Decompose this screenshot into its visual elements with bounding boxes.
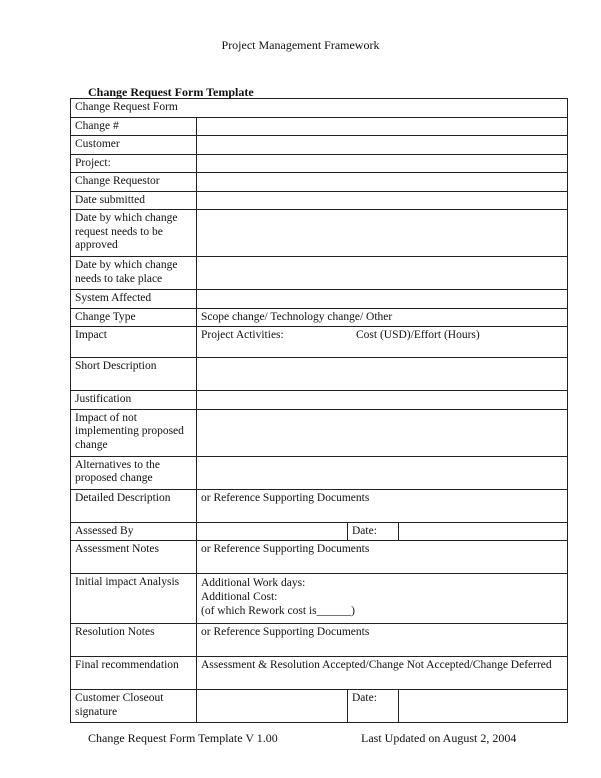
impact-activities-label: Project Activities: — [201, 329, 284, 341]
field-customer[interactable] — [197, 136, 568, 155]
label-justification: Justification — [71, 391, 197, 410]
field-impact-not[interactable] — [197, 409, 568, 456]
change-request-table — [70, 98, 568, 723]
label-alternatives: Alternatives to the proposed change — [71, 456, 197, 489]
rework-cost-label: (of which Rework cost is______) — [201, 605, 355, 617]
field-assessment-notes[interactable]: or Reference Supporting Documents — [197, 541, 568, 574]
field-closeout-date[interactable] — [399, 690, 568, 723]
field-detailed-desc[interactable]: or Reference Supporting Documents — [197, 489, 568, 522]
add-cost-label: Additional Cost: — [201, 591, 278, 603]
label-short-desc: Short Description — [71, 358, 197, 391]
label-customer: Customer — [71, 136, 197, 155]
field-project[interactable] — [197, 154, 568, 173]
field-closeout[interactable] — [197, 690, 348, 723]
impact-cost-label: Cost (USD)/Effort (Hours) — [356, 329, 480, 341]
field-assessed-date[interactable] — [399, 522, 568, 541]
footer-version: Change Request Form Template V 1.00 — [88, 731, 278, 745]
label-closeout-date: Date: — [348, 690, 399, 723]
field-change-type[interactable]: Scope change/ Technology change/ Other — [197, 308, 568, 327]
form-header-cell: Change Request Form — [71, 99, 568, 118]
label-impact-not: Impact of not implementing proposed change — [71, 409, 197, 456]
label-assessed-by: Assessed By — [71, 522, 197, 541]
label-assessment-notes: Assessment Notes — [71, 541, 197, 574]
field-justification[interactable] — [197, 391, 568, 410]
field-assessed-by[interactable] — [197, 522, 348, 541]
label-resolution-notes: Resolution Notes — [71, 624, 197, 657]
field-final-rec[interactable]: Assessment & Resolution Accepted/Change Not Accepted/Change Deferred — [197, 657, 568, 690]
footer-updated: Last Updated on August 2, 2004 — [361, 731, 517, 745]
label-closeout: Customer Closeout signature — [71, 690, 197, 723]
field-requestor[interactable] — [197, 173, 568, 192]
label-final-rec: Final recommendation — [71, 657, 197, 690]
add-work-days-label: Additional Work days: — [201, 577, 306, 589]
label-change-type: Change Type — [71, 308, 197, 327]
field-impact[interactable] — [197, 327, 568, 358]
label-requestor: Change Requestor — [71, 173, 197, 192]
field-change-no[interactable] — [197, 117, 568, 136]
field-date-take-place[interactable] — [197, 257, 568, 290]
field-date-approved[interactable] — [197, 210, 568, 257]
label-date-submitted: Date submitted — [71, 191, 197, 210]
label-system-affected: System Affected — [71, 290, 197, 309]
field-system-affected[interactable] — [197, 290, 568, 309]
label-initial-impact: Initial impact Analysis — [71, 574, 197, 624]
label-date-approved: Date by which change request needs to be approved — [71, 210, 197, 257]
label-detailed-desc: Detailed Description — [71, 489, 197, 522]
field-short-desc[interactable] — [197, 358, 568, 391]
label-date-take-place: Date by which change needs to take place — [71, 257, 197, 290]
field-initial-impact[interactable] — [197, 574, 568, 624]
label-impact: Impact — [71, 327, 197, 358]
field-resolution-notes[interactable]: or Reference Supporting Documents — [197, 624, 568, 657]
field-alternatives[interactable] — [197, 456, 568, 489]
label-project: Project: — [71, 154, 197, 173]
page-header: Project Management Framework — [221, 38, 380, 52]
label-change-no: Change # — [71, 117, 197, 136]
field-date-submitted[interactable] — [197, 191, 568, 210]
form-title: Change Request Form Template — [88, 85, 254, 99]
label-assessed-date: Date: — [348, 522, 399, 541]
